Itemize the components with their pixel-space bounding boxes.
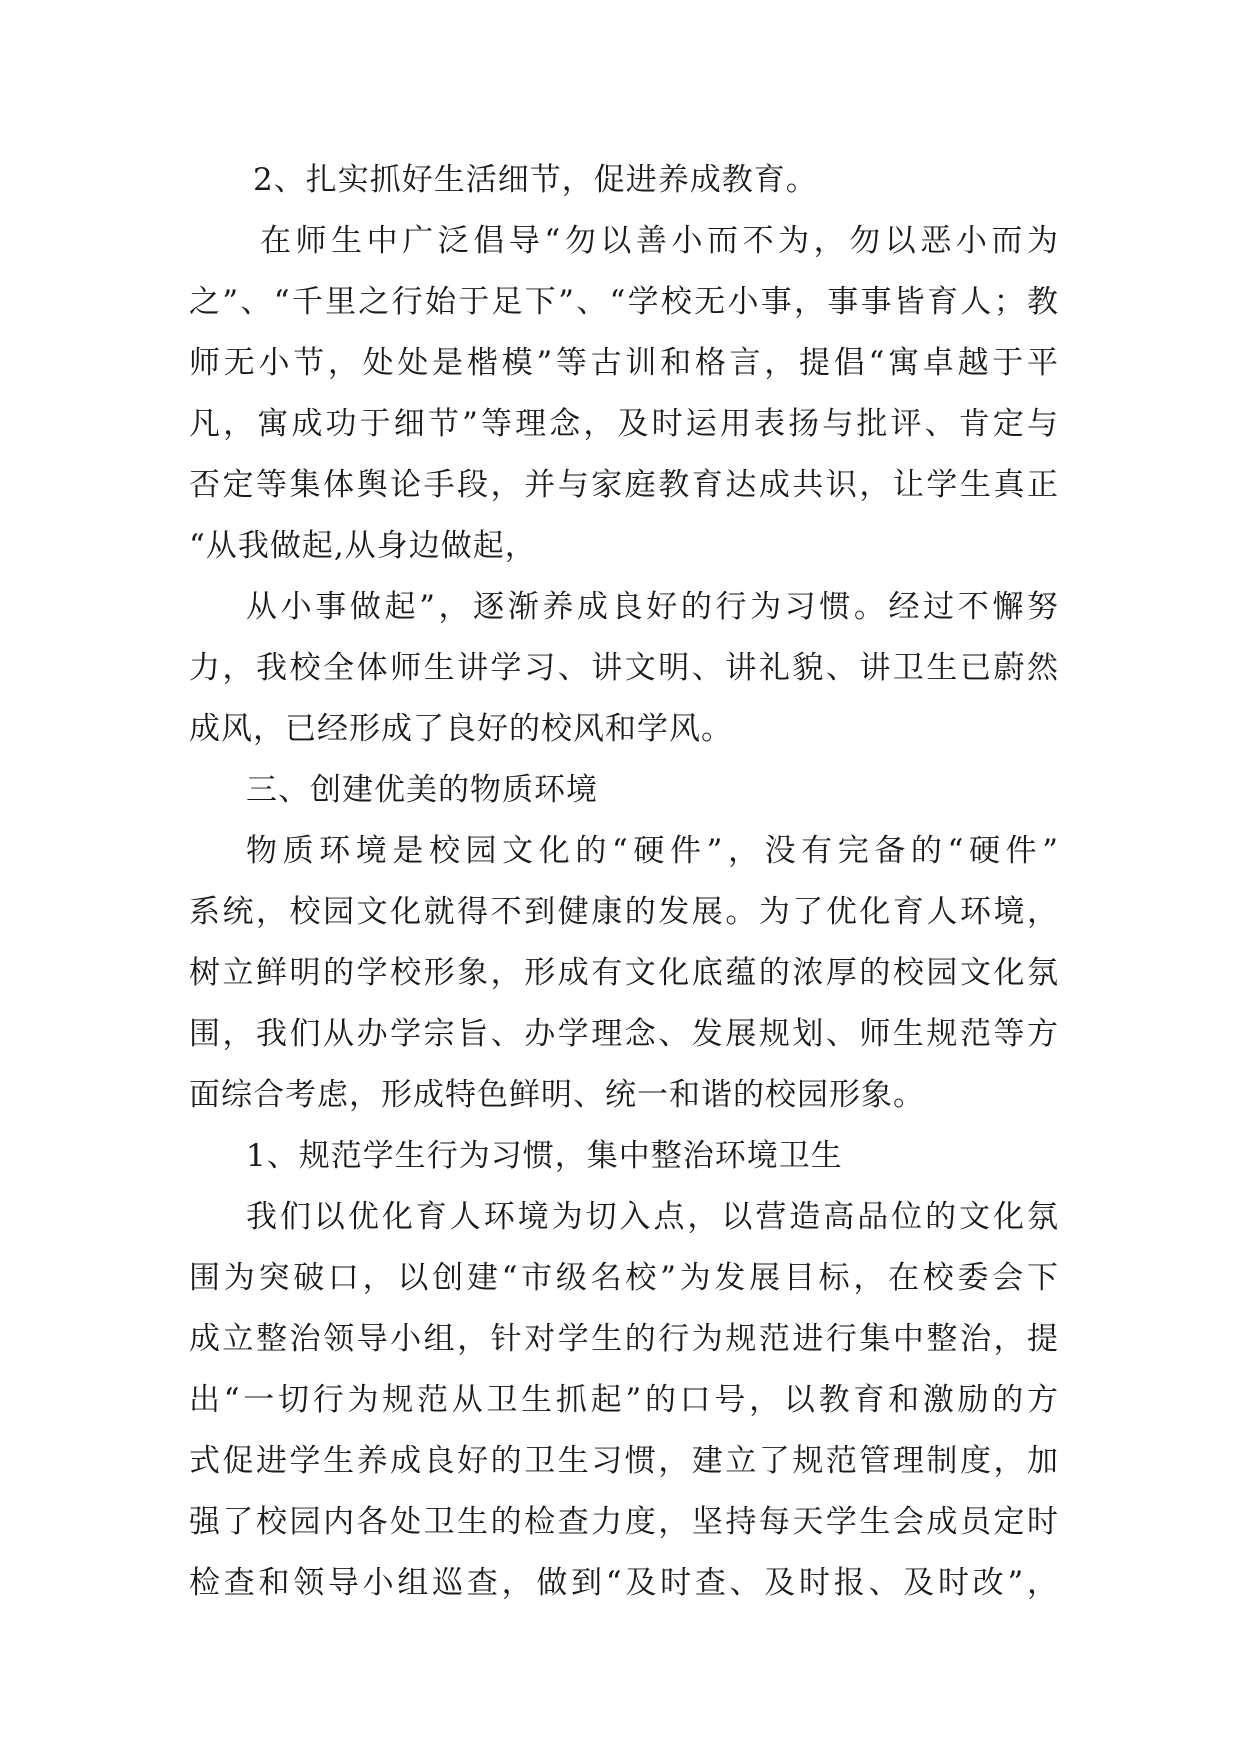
paragraph-line: 围为突破口，以创建“市级名校”为发展目标，在校委会下 [189, 1260, 1059, 1296]
paragraph-line: 出“一切行为规范从卫生抓起”的口号，以教育和激励的方 [189, 1382, 1059, 1418]
paragraph-line: 树立鲜明的学校形象，形成有文化底蕴的浓厚的校园文化氛 [189, 955, 1059, 991]
paragraph-line: 检查和领导小组巡查，做到“及时查、及时报、及时改”， [189, 1565, 1059, 1601]
heading-3-physical-environment: 三、创建优美的物质环境 [246, 772, 598, 808]
paragraph-line: 否定等集体舆论手段，并与家庭教育达成共识，让学生真正 [189, 467, 1059, 503]
paragraph-line: 系统，校园文化就得不到健康的发展。为了优化育人环境， [189, 894, 1059, 930]
document-body [189, 150, 1059, 1614]
paragraph-line: 强了校园内各处卫生的检查力度，坚持每天学生会成员定时 [189, 1504, 1059, 1540]
paragraph-line: 在师生中广泛倡导“勿以善小而不为，勿以恶小而为 [260, 223, 1059, 259]
paragraph-line: 物质环境是校园文化的“硬件”，没有完备的“硬件” [246, 833, 1059, 869]
heading-1-behavior-habits: 1、规范学生行为习惯，集中整治环境卫生 [246, 1138, 843, 1174]
paragraph-line: 式促进学生养成良好的卫生习惯，建立了规范管理制度，加 [189, 1443, 1059, 1479]
paragraph-line: 之”、“千里之行始于足下”、“学校无小事，事事皆育人；教 [189, 284, 1059, 320]
paragraph-line: 面综合考虑，形成特色鲜明、统一和谐的校园形象。 [189, 1077, 925, 1113]
heading-2-life-details: 2、扎实抓好生活细节，促进养成教育。 [253, 162, 818, 198]
paragraph-line: 力，我校全体师生讲学习、讲文明、讲礼貌、讲卫生已蔚然 [189, 650, 1059, 686]
paragraph-line: 从小事做起”，逐渐养成良好的行为习惯。经过不懈努 [246, 589, 1059, 625]
paragraph-line: 我们以优化育人环境为切入点，以营造高品位的文化氛 [246, 1199, 1059, 1235]
paragraph-line: 围，我们从办学宗旨、办学理念、发展规划、师生规范等方 [189, 1016, 1059, 1052]
paragraph-line: 成风，已经形成了良好的校风和学风。 [189, 711, 733, 747]
paragraph-line: “从我做起,从身边做起， [189, 528, 537, 564]
paragraph-line: 师无小节，处处是楷模”等古训和格言，提倡“寓卓越于平 [189, 345, 1059, 381]
paragraph-line: 成立整治领导小组，针对学生的行为规范进行集中整治，提 [189, 1321, 1059, 1357]
paragraph-line: 凡，寓成功于细节”等理念，及时运用表扬与批评、肯定与 [189, 406, 1059, 442]
